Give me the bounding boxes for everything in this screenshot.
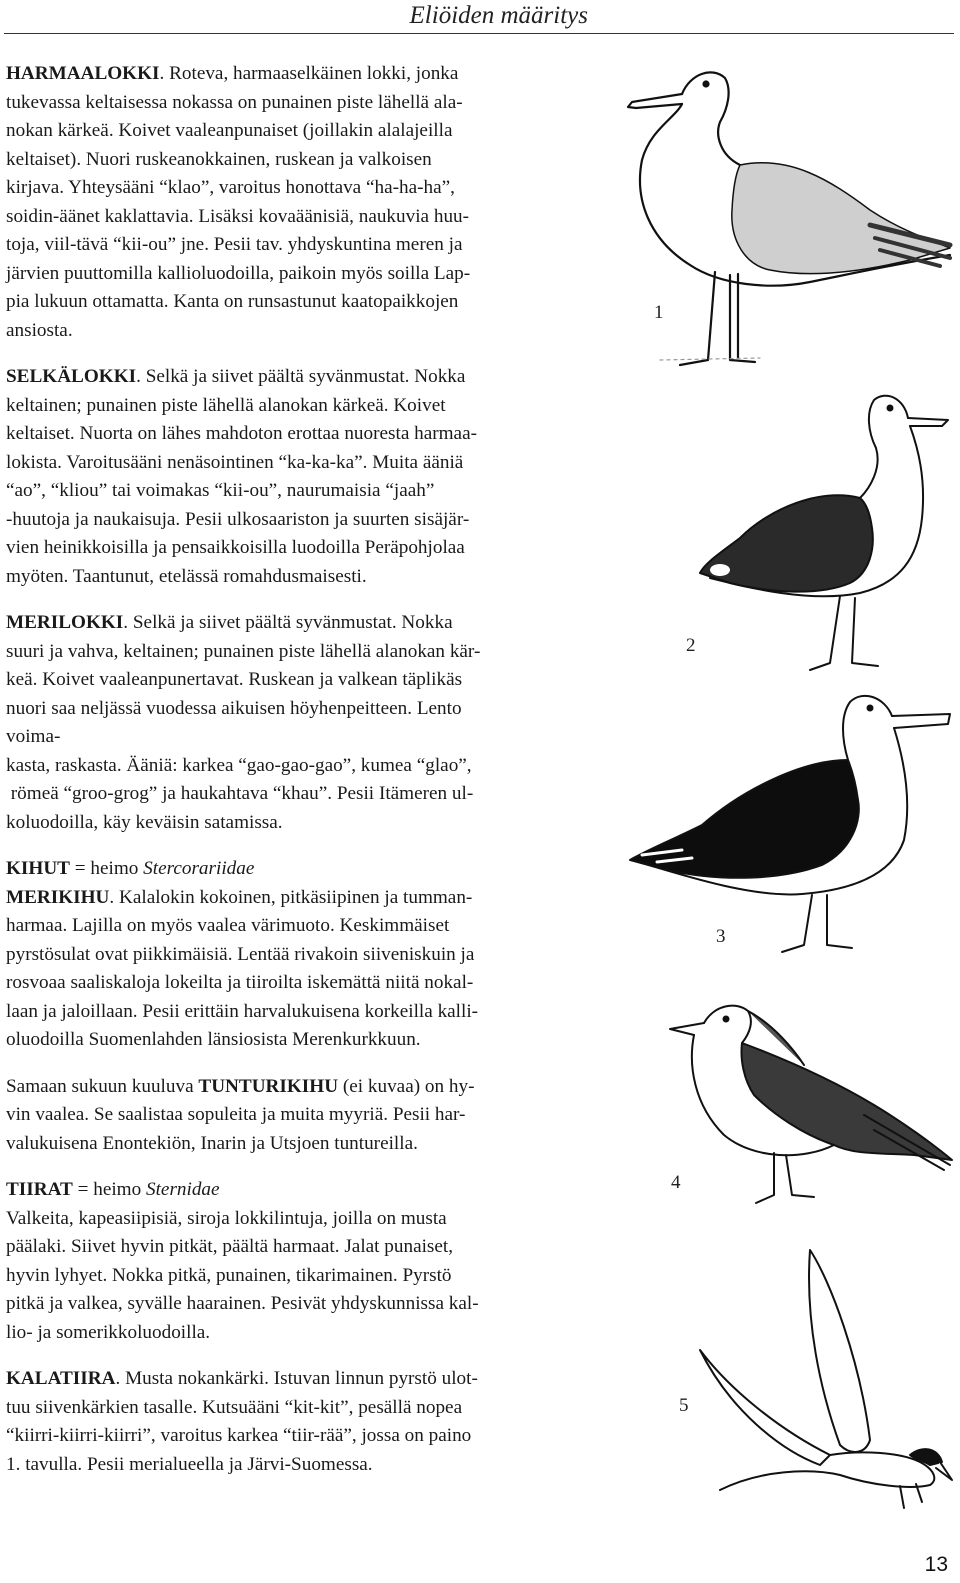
line: harmaa. Lajilla on myös vaalea värimuoto. Keskimmäiset (6, 915, 450, 936)
selkalokki-illustration (690, 388, 955, 678)
figure-number-5: 5 (679, 1395, 689, 1416)
family-group-name: TIIRAT (6, 1179, 73, 1200)
spacer (6, 1158, 606, 1176)
entry-kalatiira (6, 1365, 606, 1479)
line: suuri ja vahva, keltainen; punainen piste lähellä alanokan kär- (6, 640, 481, 662)
line: keltaiset. Nuorta on lähes mahdoton erottaa nuoresta harmaa- (6, 423, 477, 444)
line: lokista. Varoitusääni nenäsointinen “ka-ka-ka”. Muita ääniä (6, 451, 464, 473)
species-name: KALATIIRA (6, 1368, 116, 1389)
line: kasta, raskasta. Ääniä: karkea “gao-gao-gao”, kumea “glao”, (6, 754, 472, 776)
line: vien heinikkoisilla ja pensaikkoisilla luodoilla Peräpohjolaa (6, 537, 465, 558)
line: keä. Koivet vaaleanpunertavat. Ruskean ja valkean täplikäs (6, 669, 463, 690)
line: kirjava. Yhteysääni “klao”, varoitus honottava “ha-ha-ha”, (6, 177, 455, 198)
harmaalokki-illustration (620, 60, 955, 380)
line: rosvoaa saaliskaloja lokeilta ja tiiroilta iskemättä niitä nokal- (6, 972, 474, 993)
line (6, 1073, 606, 1102)
line: valukuisena Enontekiön, Inarin ja Utsjoen tuntureilla. (6, 1132, 418, 1154)
species-name: HARMAALOKKI (6, 63, 160, 84)
line: nuori saa neljässä vuodessa aikuisen höyhenpeitteen. Lento (6, 697, 462, 719)
figure-number-2: 2 (686, 635, 696, 656)
section-title: Eliöiden määritys (409, 2, 588, 29)
line: laan ja jaloillaan. Pesii erittäin harvalukuisena korkeilla kalli- (6, 1000, 479, 1022)
line: järvien puuttomilla kallioluodoilla, paikoin myös soilla Lap- (6, 262, 471, 284)
line: pitkä ja valkea, syvälle haarainen. Pesivät yhdyskunnissa kal- (6, 1293, 479, 1314)
line: toja, viil-tävä “kii-ou” jne. Pesii tav. yhdyskuntina meren ja (6, 234, 463, 255)
line: römeä “groo-grog” ja haukahtava “khau”. Pesii Itämeren ul- (6, 783, 474, 804)
entry-kihut (6, 855, 606, 884)
family-latin-name: Stercorariidae (143, 858, 255, 879)
header-rule (4, 33, 954, 34)
entry-tiirat (6, 1176, 606, 1347)
page-number: 13 (924, 1553, 948, 1576)
line: . Selkä ja siivet päältä syvänmustat. Nokka (136, 366, 466, 387)
spacer (6, 345, 606, 363)
line: soidin-äänet kaklattavia. Lisäksi kovaäänisiä, naukuvia huu- (6, 205, 470, 227)
line: pyrstösulat ovat piikkimäisiä. Lentää rivakoin siiveniskuin ja (6, 943, 475, 965)
species-name: MERILOKKI (6, 612, 124, 633)
line: nokan kärkeä. Koivet vaaleanpunaiset (joillakin alalajeilla (6, 120, 453, 141)
line (6, 884, 606, 913)
family-prefix: = heimo (69, 858, 144, 879)
spacer (6, 1347, 606, 1365)
line: ansiosta. (6, 319, 73, 341)
line: . Kalalokin kokoinen, pitkäsiipinen ja tumman- (109, 886, 473, 908)
line: -huutoja ja naukaisuja. Pesii ulkosaariston ja suurten sisäjär- (6, 508, 470, 530)
family-group-name: KIHUT (6, 858, 70, 879)
family-prefix: = heimo (72, 1179, 146, 1200)
figure-number-4: 4 (671, 1172, 681, 1193)
line: lio- ja somerikkoluodoilla. (6, 1321, 211, 1343)
line: (ei kuvaa) on hy- (338, 1075, 475, 1097)
line: oluodoilla Suomenlahden länsiosista Merenkurkkuun. (6, 1029, 421, 1050)
family-latin-name: Sternidae (146, 1179, 220, 1200)
line: voima- (6, 726, 61, 747)
line (6, 60, 606, 89)
entry-merikihu (6, 884, 606, 1055)
species-name: TUNTURIKIHU (198, 1075, 339, 1097)
figure-number-1: 1 (654, 302, 664, 323)
spacer (6, 1055, 606, 1073)
species-name: SELKÄLOKKI (6, 366, 137, 387)
merikihu-illustration (664, 995, 955, 1220)
line: “kiirri-kiirri-kiirri”, varoitus karkea “tiir-rää”, jossa on paino (6, 1425, 472, 1446)
line: keltainen; punainen piste lähellä alanokan kärkeä. Koivet (6, 394, 446, 416)
line: . Musta nokankärki. Istuvan linnun pyrstö ulot- (115, 1368, 478, 1389)
line: hyvin lyhyet. Nokka pitkä, punainen, tikarimainen. Pyrstö (6, 1264, 452, 1286)
entry-selkalokki (6, 363, 606, 591)
figure-number-3: 3 (716, 926, 726, 947)
line: päälaki. Siivet hyvin pitkät, päältä harmaat. Jalat punaiset, (6, 1236, 454, 1257)
species-name: MERIKIHU (6, 886, 110, 908)
line (6, 363, 606, 392)
line: “ao”, “kliou” tai voimakas “kii-ou”, naurumaisia “jaah” (6, 480, 435, 501)
spacer (6, 837, 606, 855)
merilokki-illustration (622, 690, 955, 960)
line: tukevassa keltaisessa nokassa on punainen piste lähellä ala- (6, 91, 463, 113)
line: koluodoilla, käy keväisin satamissa. (6, 811, 283, 833)
spacer (6, 591, 606, 609)
line (6, 609, 606, 638)
line-prefix: Samaan sukuun kuuluva (6, 1075, 199, 1097)
line: . Selkä ja siivet päältä syvänmustat. Nokka (123, 612, 453, 633)
entry-harmaalokki (6, 60, 606, 345)
line: . Roteva, harmaaselkäinen lokki, jonka (159, 63, 459, 84)
line (6, 1176, 606, 1205)
line (6, 1365, 606, 1394)
line: tuu siivenkärkien tasalle. Kutsuääni “kit-kit”, pesällä nopea (6, 1396, 463, 1418)
line: vin vaalea. Se saalistaa sopuleita ja muita myyriä. Pesii har- (6, 1104, 466, 1125)
line: keltaiset). Nuori ruskeanokkainen, ruskean ja valkoisen (6, 148, 432, 170)
line: pia lukuun ottamatta. Kanta on runsastunut kaatopaikkojen (6, 291, 459, 312)
entry-tunturikihu (6, 1073, 606, 1159)
line (6, 855, 606, 884)
line: myöten. Taantunut, etelässä romahdusmaisesti. (6, 565, 367, 587)
kalatiira-illustration (690, 1240, 955, 1525)
line: Valkeita, kapeasiipisiä, siroja lokkilintuja, joilla on musta (6, 1207, 447, 1229)
line: 1. tavulla. Pesii merialueella ja Järvi-Suomessa. (6, 1453, 373, 1475)
text-column (6, 60, 606, 1479)
entry-merilokki (6, 609, 606, 837)
